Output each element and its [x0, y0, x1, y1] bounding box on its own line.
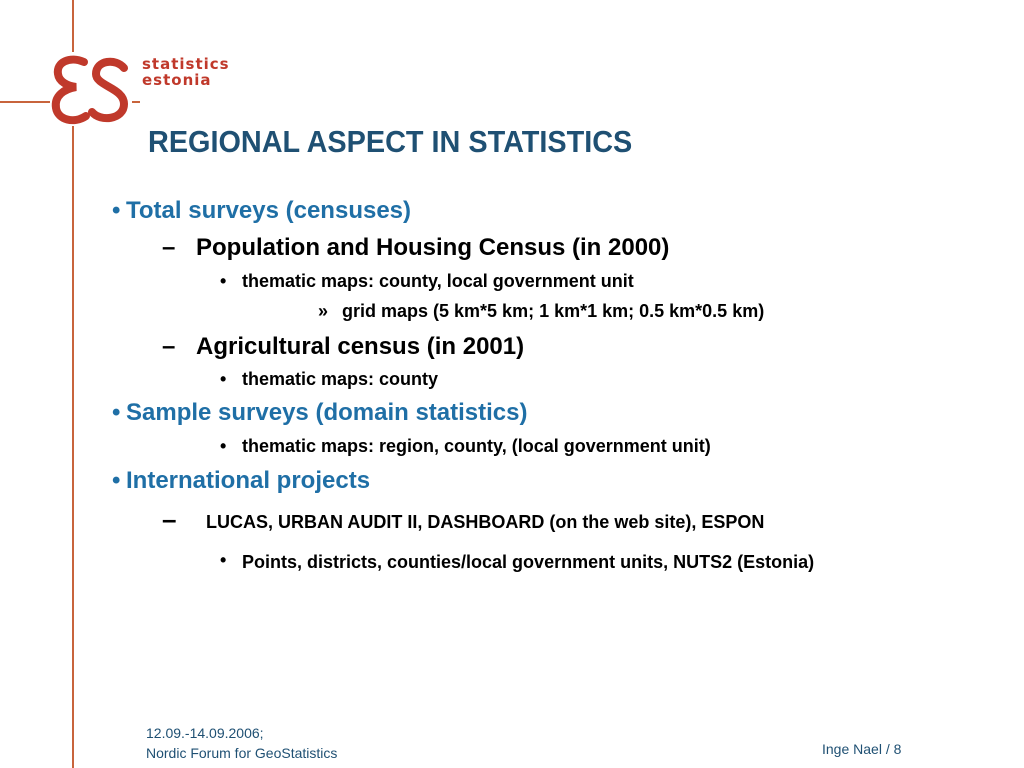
footer-event-name: Nordic Forum for GeoStatistics	[146, 745, 338, 761]
detail-grid-maps	[318, 301, 764, 322]
detail-sample-maps	[220, 436, 711, 457]
bullet-dot: •	[220, 436, 227, 456]
footer-page-number: Inge Nael / 8	[822, 741, 902, 757]
logo-line-1: statistics	[142, 55, 230, 73]
bullet-dot: •	[112, 197, 121, 224]
dash-marker: –	[162, 504, 177, 534]
subitem-population-census	[162, 234, 669, 262]
dash-marker: –	[162, 234, 176, 261]
subitem-text: LUCAS, URBAN AUDIT II, DASHBOARD (on the web site), ESPON	[206, 512, 765, 532]
footer-date: 12.09.-14.09.2006;	[146, 725, 264, 741]
slide-title: REGIONAL ASPECT IN STATISTICS	[148, 124, 633, 159]
es-logo-icon	[50, 52, 132, 126]
detail-text: grid maps (5 km*5 km; 1 km*1 km; 0.5 km*0.5 km)	[342, 301, 765, 321]
bullet-dot: •	[112, 399, 121, 426]
subitem-text: Agricultural census (in 2001)	[196, 333, 525, 360]
detail-points-text: Points, districts, counties/local government units, NUTS2 (Estonia)	[242, 552, 815, 572]
detail-pop-maps	[220, 271, 634, 292]
chevron-marker: »	[318, 301, 329, 321]
subitem-agricultural-census	[162, 333, 524, 361]
detail-agri-maps	[220, 369, 438, 390]
subitem-text: Population and Housing Census (in 2000)	[196, 234, 670, 261]
subitem-lucas	[162, 504, 765, 534]
bullet-dot: •	[220, 369, 227, 389]
bullet-sample-surveys	[112, 399, 527, 427]
dash-marker: –	[162, 333, 176, 360]
footer-event	[146, 723, 337, 763]
bullet-dot: •	[112, 467, 121, 494]
bullet-total-surveys	[112, 197, 411, 225]
bullet-dot: •	[220, 271, 227, 291]
bullet-international-projects	[112, 467, 370, 495]
bullet-text: Total surveys (censuses)	[126, 197, 412, 224]
detail-text: thematic maps: region, county, (local government unit)	[242, 436, 711, 456]
logo-wordmark	[142, 56, 230, 88]
detail-text: thematic maps: county, local government unit	[242, 271, 634, 291]
logo-line-2: estonia	[142, 71, 212, 89]
bullet-text: Sample surveys (domain statistics)	[126, 399, 528, 426]
detail-text: thematic maps: county	[242, 369, 439, 389]
detail-points-bullet	[220, 550, 242, 571]
bullet-dot: •	[220, 550, 227, 570]
bullet-text: International projects	[126, 467, 371, 494]
